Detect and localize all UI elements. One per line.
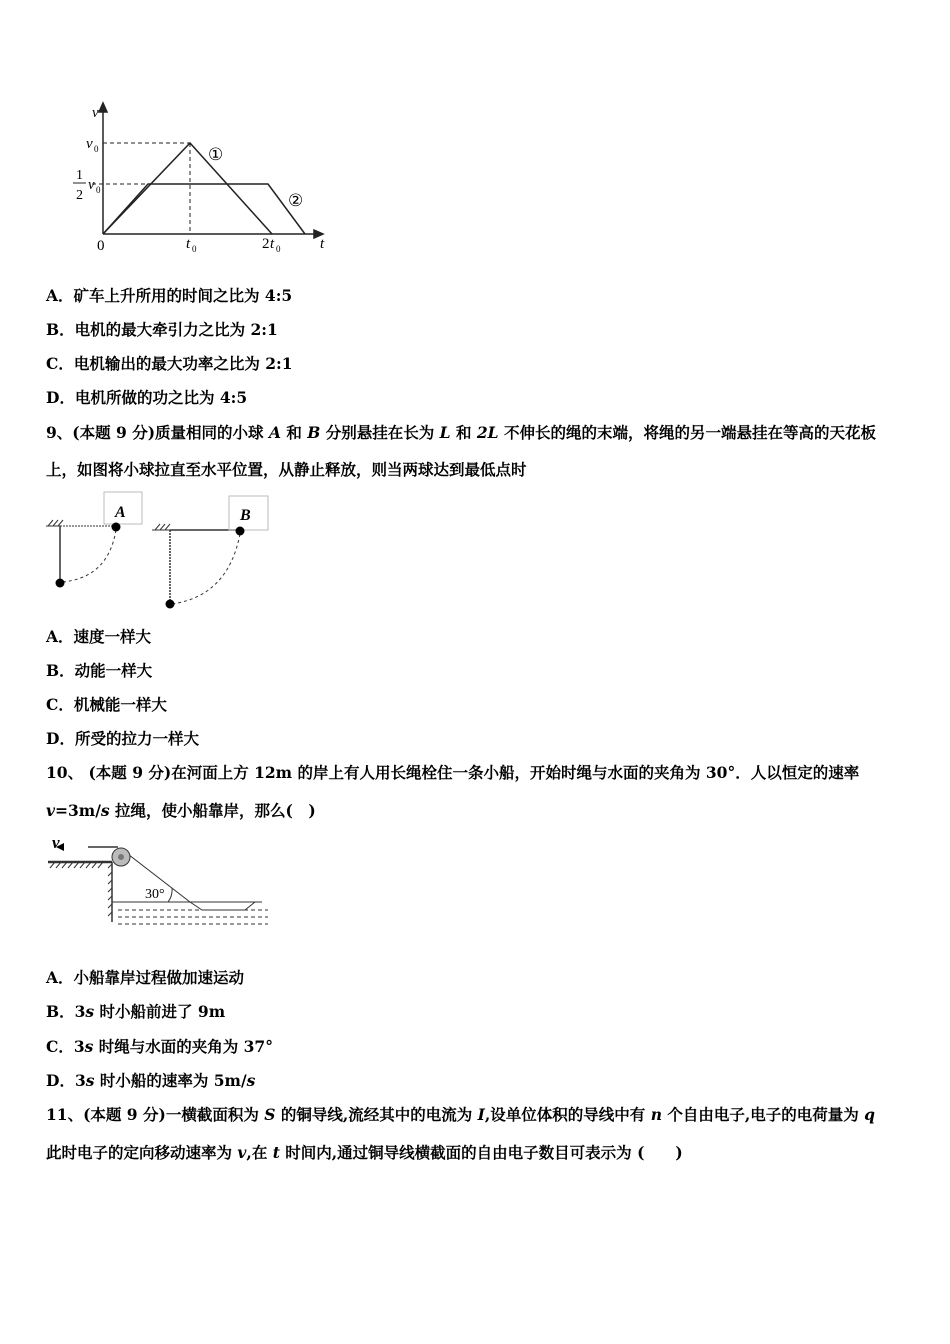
q8-option-d[interactable]: D．电机所做的功之比为 4:5 [46, 388, 248, 407]
text: 时小船的速率为 5m/ [94, 1071, 247, 1090]
t0-label: t [186, 236, 191, 252]
y-axis-label: v [92, 105, 99, 121]
text: 拉绳，使小船靠岸，那么( ) [109, 801, 316, 820]
half-denominator: 2 [76, 188, 83, 203]
text: 11、(本题 9 分)一横截面积为 [46, 1105, 265, 1124]
var-q: q [864, 1105, 876, 1124]
text: 9、(本题 9 分)质量相同的小球 [46, 423, 269, 442]
text: B．3 [46, 1002, 86, 1021]
q9-option-d[interactable]: D．所受的拉力一样大 [46, 729, 199, 748]
text: 不伸长的绳的末端，将绳的另一端悬挂在等高的天花板 [498, 423, 876, 442]
text: 和 [280, 423, 308, 442]
var-s: s [100, 801, 110, 820]
text: 个自由电子,电子的电荷量为 [661, 1105, 865, 1124]
q8-option-a[interactable]: A．矿车上升所用的时间之比为 4:5 [46, 286, 293, 305]
t0-subscript: 0 [192, 244, 197, 254]
var-s: s [84, 1037, 94, 1056]
var-2l: 2L [476, 423, 499, 442]
text: C．3 [46, 1037, 85, 1056]
var-s: s [246, 1071, 256, 1090]
q9-option-b[interactable]: B．动能一样大 [46, 661, 153, 680]
text: 此时电子的定向移动速率为 [46, 1143, 238, 1162]
text: 和 [450, 423, 477, 442]
q11-stem-line2 [46, 1143, 683, 1163]
ball-b-label: B [240, 507, 251, 524]
text: 时间内,通过铜导线横截面的自由电子数目可表示为 ( ) [279, 1143, 683, 1162]
origin-label: 0 [97, 238, 105, 254]
x-axis-label: t [320, 236, 325, 252]
var-i: I [477, 1105, 485, 1124]
q10-option-d[interactable] [46, 1071, 255, 1091]
text: 时小船前进了 9m [94, 1002, 226, 1021]
q8-option-b[interactable]: B．电机的最大牵引力之比为 2:1 [46, 320, 278, 339]
var-v: v [46, 801, 56, 820]
q9-option-c[interactable]: C．机械能一样大 [46, 695, 167, 714]
q9-option-a[interactable]: A．速度一样大 [46, 627, 152, 646]
q11-stem-line1 [46, 1105, 875, 1125]
var-s: s [85, 1002, 95, 1021]
var-n: n [650, 1105, 662, 1124]
v0-label: v [86, 136, 93, 152]
q10-option-c[interactable] [46, 1037, 273, 1057]
q10-option-b[interactable] [46, 1002, 225, 1022]
half-v0-label: v [88, 177, 95, 193]
var-s: s [85, 1071, 95, 1090]
var-t: t [272, 1143, 280, 1162]
var-a: A [268, 423, 281, 442]
var-l: L [439, 423, 451, 442]
angle-label: 30° [145, 887, 165, 902]
var-b: B [307, 423, 321, 442]
curve-1-label: ① [208, 145, 224, 164]
half-v0-subscript: 0 [96, 185, 101, 195]
text: A．小船靠岸过程做加速运动 [46, 968, 245, 987]
half-numerator: 1 [76, 168, 83, 183]
curve-2-label: ② [288, 191, 304, 210]
q10-stem-line1: 10、 (本题 9 分)在河面上方 12m 的岸上有人用长绳栓住一条小船，开始时绳与水面的夹角为 30°．人以恒定的速率 [46, 763, 860, 782]
var-v: v [237, 1143, 247, 1162]
q10-option-a[interactable] [46, 968, 244, 988]
text: 分别悬挂在长为 [320, 423, 440, 442]
two-t0-label: 2 [262, 236, 270, 252]
var-s: S [264, 1105, 276, 1124]
v0-subscript: 0 [94, 144, 99, 154]
q9-stem-line2: 上，如图将小球拉直至水平位置，从静止释放，则当两球达到最低点时 [46, 460, 527, 479]
two-t0-subscript: 0 [276, 244, 281, 254]
text: ,设单位体积的导线中有 [484, 1105, 651, 1124]
text: D．3 [46, 1071, 86, 1090]
q8-option-c[interactable]: C．电机输出的最大功率之比为 2:1 [46, 354, 293, 373]
text: 的铜导线,流经其中的电流为 [275, 1105, 478, 1124]
text: ,在 [246, 1143, 273, 1162]
text: 时绳与水面的夹角为 37° [93, 1037, 273, 1056]
ball-a-label: A [115, 504, 126, 521]
velocity-label: v [52, 833, 60, 852]
text: =3m/ [55, 801, 101, 820]
two-t0-t: t [270, 236, 275, 252]
